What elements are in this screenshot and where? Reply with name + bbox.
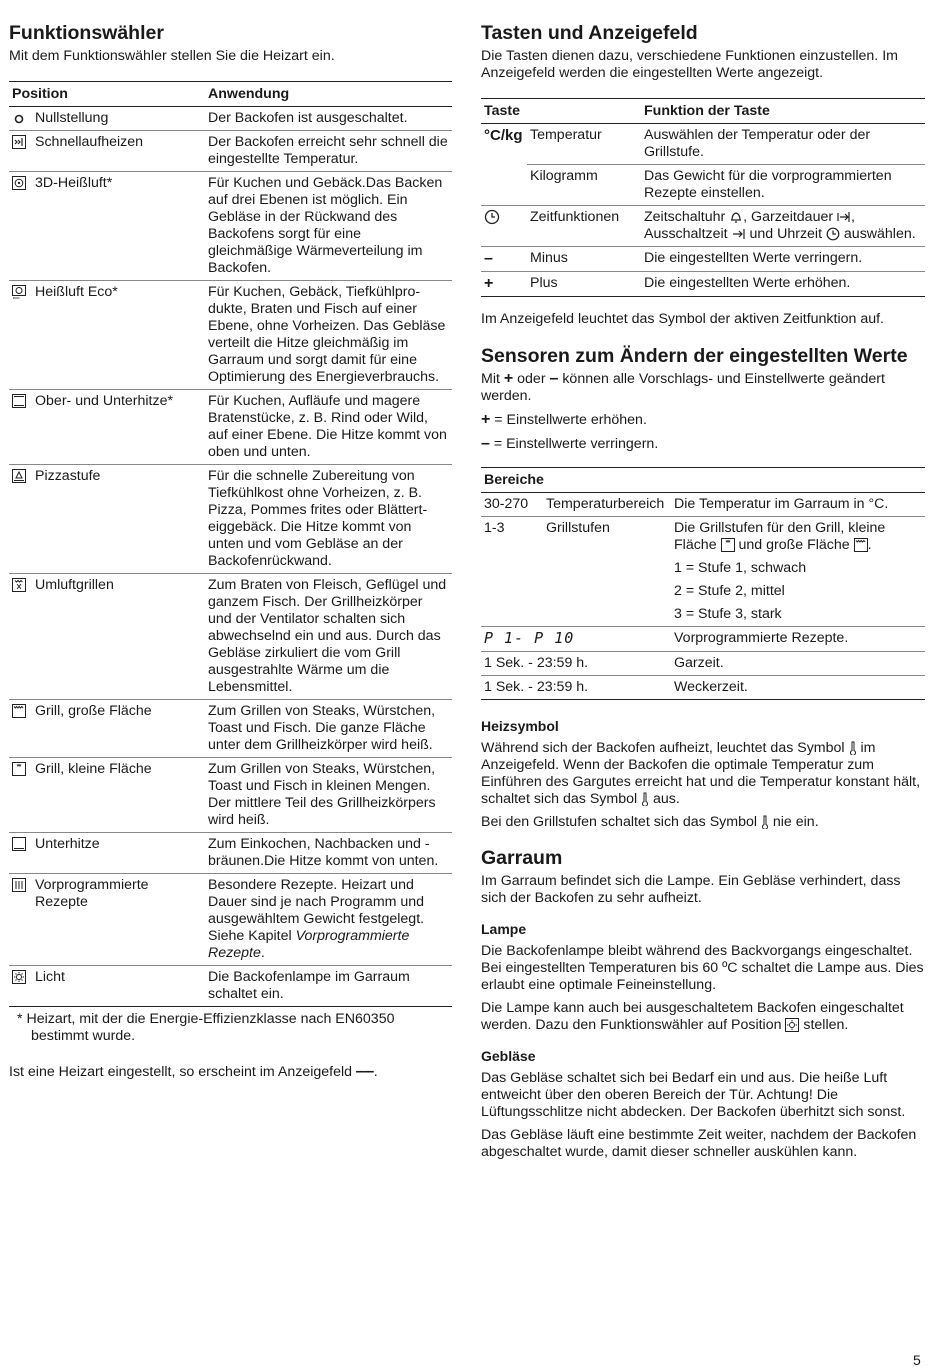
range-label: Temperaturbereich xyxy=(543,493,671,517)
usage-text: Besondere Rezepte. Heizart und Dauer sind je nach Programm und ausgewähltem Gewicht festgelegt. Siehe Kapitel Vorprogrammierte Rezepte. xyxy=(205,874,452,966)
lampe-paragraph: Die Backofenlampe bleibt während des Backvorgangs eingeschaltet. Bei eingestellten Temperaturen bis 60 ºC schaltet die Lampe aus. Dies erlaubt eine optimale Feineinstellung. xyxy=(481,943,924,993)
usage-text: Für Kuchen, Aufläufe und magere Bratenstücke, z. B. Rind oder Wild, auf einer Ebene. Die Hitze kommt von oben und unten. xyxy=(205,390,452,465)
position-label: Grill, große Fläche xyxy=(35,703,152,719)
right-column xyxy=(481,22,925,1167)
range-description: Weckerzeit. xyxy=(671,676,925,700)
program-range-display: P 1- P 10 xyxy=(484,629,575,647)
lampe-paragraph: Die Lampe kann auch bei ausgeschaltetem Backofen eingeschaltet werden. Dazu den Funktionswähler auf Position stellen. xyxy=(481,1000,904,1033)
table-row xyxy=(481,165,925,206)
table-row xyxy=(9,574,452,700)
position-label: Heißluft Eco* xyxy=(35,284,118,300)
table-row xyxy=(481,493,925,517)
key-function: Die eingestellten Werte erhöhen. xyxy=(641,272,925,297)
range-value: 1 Sek. - 23:59 h. xyxy=(481,676,671,700)
column-header-bereiche: Bereiche xyxy=(481,468,925,493)
plus-line: + = Einstellwerte erhöhen. xyxy=(481,411,647,428)
table-row xyxy=(9,281,452,390)
usage-text: Zum Braten von Fleisch, Geflügel und ganzem Fisch. Der Grillheizkörper und der Ventilator schalten sich abwechselnd ein und aus. Durch das Gebläse zirkuliert die vom Grill ausgestrahlte Wärme um die Lebensmittel. xyxy=(205,574,452,700)
column-header-anwendung: Anwendung xyxy=(205,82,452,107)
3d-hot-air-icon xyxy=(12,176,26,190)
thermometer-icon xyxy=(849,741,857,755)
bell-icon xyxy=(729,210,743,224)
usage-text: Die Backofenlampe im Garraum schaltet ein. xyxy=(205,966,452,1007)
clock-icon xyxy=(484,209,500,225)
left-column xyxy=(9,22,452,1087)
display-note: Ist eine Heizart eingestellt, so erscheint im Anzeigefeld ‒‒. xyxy=(9,1063,378,1080)
keys-table xyxy=(481,98,925,297)
table-row xyxy=(9,172,452,281)
section-title-garraum: Garraum xyxy=(481,847,563,869)
usage-text: Für Kuchen, Gebäck, Tiefkühlprodukte, Braten und Fisch auf einer Ebene, ohne Vorheizen. Das Gebläse verteilt die Hitze gleichmäßig im Garraum und sorgt damit für eine Optimierung des Energieverbrauchs. xyxy=(205,281,452,390)
key-name: Temperatur xyxy=(527,124,641,165)
table-row xyxy=(9,833,452,874)
key-name: Plus xyxy=(527,272,641,297)
range-description: Die Temperatur im Garraum in °C. xyxy=(671,493,925,517)
position-label: Ober- und Unterhitze* xyxy=(35,393,174,409)
plus-key-symbol: + xyxy=(484,275,494,292)
light-icon xyxy=(785,1018,799,1032)
usage-text: Zum Grillen von Steaks, Würstchen, Toast und Fisch in kleinen Mengen. Der mittlere Teil des Grillheizkörpers wird heiß. xyxy=(205,758,452,833)
footnote: * Heizart, mit der die Energie-Effizienzklasse nach EN60350 bestimmt wurde. xyxy=(17,1011,395,1044)
range-label: Grillstufen xyxy=(543,517,671,627)
ranges-table xyxy=(481,467,925,700)
subsection-title-geblaese: Gebläse xyxy=(481,1048,536,1064)
position-label: Nullstellung xyxy=(35,110,109,126)
table-row xyxy=(481,517,925,627)
intro-text: Die Tasten dienen dazu, verschiedene Funktionen einzustellen. Im Anzeigefeld werden die eingestellten Werte angezeigt. xyxy=(481,48,898,81)
light-icon xyxy=(12,970,26,984)
plus-symbol: + xyxy=(503,370,514,387)
table-row xyxy=(9,966,452,1007)
page-number: 5 xyxy=(913,1352,921,1368)
range-value: 1 Sek. - 23:59 h. xyxy=(481,652,671,676)
geblaese-paragraph: Das Gebläse schaltet sich bei Bedarf ein und aus. Die heiße Luft entweicht über den oberen Bereich der Tür. Achtung! Die Lüftungsschlitze nicht abdecken. Der Backofen überhitzt sich sonst. xyxy=(481,1070,906,1120)
thermometer-icon xyxy=(641,792,649,806)
heiz-paragraph: Während sich der Backofen aufheizt, leuchtet das Symbol im Anzeigefeld. Wenn der Backofen die optimale Temperatur zum Einführen des Gargutes erreicht hat und die Temperatur konstant hält, schaltet sich das Symbol aus. xyxy=(481,740,921,807)
range-description: Garzeit. xyxy=(671,652,925,676)
top-bottom-heat-icon xyxy=(12,394,26,408)
key-name: Minus xyxy=(527,247,641,272)
grill-level: 2 = Stufe 2, mittel xyxy=(674,583,785,599)
grill-large-icon xyxy=(12,704,26,718)
display-note: Im Anzeigefeld leuchtet das Symbol der aktiven Zeitfunktion auf. xyxy=(481,311,884,327)
key-function: Auswählen der Temperatur oder der Grillstufe. xyxy=(641,124,925,165)
cooking-time-icon xyxy=(837,210,851,224)
subsection-title-heizsymbol: Heizsymbol xyxy=(481,718,559,734)
table-row xyxy=(481,627,925,652)
column-header-taste: Taste xyxy=(481,99,641,124)
table-row xyxy=(9,700,452,758)
grill-level: 3 = Stufe 3, stark xyxy=(674,606,782,622)
subsection-title-lampe: Lampe xyxy=(481,921,527,937)
range-value: 30-270 xyxy=(481,493,543,517)
position-label: Vorprogrammierte Rezepte xyxy=(35,877,149,910)
position-label: 3D-Heißluft* xyxy=(35,175,113,191)
intro-text: Mit dem Funktionswähler stellen Sie die Heizart ein. xyxy=(9,48,335,64)
rapid-heat-icon xyxy=(12,135,26,149)
table-row xyxy=(481,206,925,247)
table-row xyxy=(481,272,925,297)
position-label: Schnellaufheizen xyxy=(35,134,144,150)
chapter-reference: Vorprogrammierte Rezepte xyxy=(208,928,410,961)
key-name: Zeitfunktionen xyxy=(527,206,641,247)
usage-text: Zum Grillen von Steaks, Würstchen, Toast und Fisch. Die ganze Fläche unter dem Grillheizkörper wird heiß. xyxy=(205,700,452,758)
geblaese-paragraph: Das Gebläse läuft eine bestimmte Zeit weiter, nachdem der Backofen abgeschaltet wurde, damit dieser schneller auskühlen kann. xyxy=(481,1127,917,1160)
table-row xyxy=(9,758,452,833)
grill-small-icon xyxy=(12,762,26,776)
minus-line: – = Einstellwerte verringern. xyxy=(481,435,659,452)
off-circle-icon xyxy=(12,111,26,125)
grill-small-icon xyxy=(721,538,735,552)
table-row xyxy=(9,874,452,966)
section-title-tasten: Tasten und Anzeigefeld xyxy=(481,22,698,44)
position-label: Umluftgrillen xyxy=(35,577,114,593)
hot-air-eco-icon xyxy=(12,285,26,299)
function-selector-table xyxy=(9,81,452,1007)
circulated-grill-icon xyxy=(12,578,26,592)
table-row xyxy=(481,247,925,272)
clock-icon xyxy=(826,227,840,241)
column-header-funktion: Funktion der Taste xyxy=(641,99,925,124)
range-description: Vorprogrammierte Rezepte. xyxy=(671,627,925,652)
usage-text: Der Backofen ist ausgeschaltet. xyxy=(205,107,452,131)
minus-key-symbol: – xyxy=(484,250,493,267)
garraum-intro: Im Garraum befindet sich die Lampe. Ein Gebläse verhindert, dass sich der Backofen zu sehr aufheizt. xyxy=(481,873,901,906)
minus-symbol: – xyxy=(549,370,559,387)
position-label: Licht xyxy=(35,969,65,985)
temperature-weight-key-symbol: °C/kg xyxy=(484,127,523,144)
table-row xyxy=(9,465,452,574)
table-row xyxy=(9,131,452,172)
table-row xyxy=(9,107,452,131)
usage-text: Der Backofen erreicht sehr schnell die eingestellte Temperatur. xyxy=(205,131,452,172)
key-function: Zeitschaltuhr , Garzeitdauer , Ausschaltzeit und Uhrzeit auswählen. xyxy=(641,206,925,247)
position-label: Pizzastufe xyxy=(35,468,101,484)
key-function: Die eingestellten Werte verringern. xyxy=(641,247,925,272)
pizza-setting-icon xyxy=(12,469,26,483)
svg-text:eco: eco xyxy=(13,295,20,299)
range-description: Die Grillstufen für den Grill, kleine Fläche und große Fläche . 1 = Stufe 1, schwach 2 = Stufe 2, mittel 3 = Stufe 3, stark xyxy=(671,517,925,627)
recipes-icon xyxy=(12,878,26,892)
column-header-position: Position xyxy=(9,82,205,107)
key-name: Kilogramm xyxy=(527,165,641,206)
grill-level: 1 = Stufe 1, schwach xyxy=(674,560,807,576)
usage-text: Für die schnelle Zubereitung von Tiefkühlkost ohne Vorheizen, z. B. Pizza, Pommes frites oder Blätterteiggebäck. Die Hitze kommt von unten und vom Gebläse an der Backofenrückwand. xyxy=(205,465,452,574)
table-row xyxy=(481,676,925,700)
table-row xyxy=(9,390,452,465)
position-label: Grill, kleine Fläche xyxy=(35,761,152,777)
bottom-heat-icon xyxy=(12,837,26,851)
sensor-intro: Mit + oder – können alle Vorschlags- und Einstellwerte geändert werden. xyxy=(481,370,885,404)
range-value: 1-3 xyxy=(481,517,543,627)
thermometer-icon xyxy=(761,815,769,829)
section-title-sensoren: Sensoren zum Ändern der eingestellten Werte xyxy=(481,345,908,367)
grill-large-icon xyxy=(854,538,868,552)
table-row xyxy=(481,652,925,676)
usage-text: Zum Einkochen, Nachbacken und -bräunen.Die Hitze kommt von unten. xyxy=(205,833,452,874)
usage-text: Für Kuchen und Gebäck.Das Backen auf drei Ebenen ist möglich. Ein Gebläse in der Rückwand des Backofens sorgt für eine gleichmäßige Wärmeverteilung im Backofen. xyxy=(205,172,452,281)
table-row xyxy=(481,124,925,165)
end-time-icon xyxy=(732,227,746,241)
dash-symbol: ‒‒ xyxy=(355,1063,374,1080)
position-label: Unterhitze xyxy=(35,836,100,852)
section-title-funktionswaehler: Funktionswähler xyxy=(9,22,164,44)
heiz-paragraph: Bei den Grillstufen schaltet sich das Symbol nie ein. xyxy=(481,814,819,830)
key-function: Das Gewicht für die vorprogrammierten Rezepte einstellen. xyxy=(641,165,925,206)
